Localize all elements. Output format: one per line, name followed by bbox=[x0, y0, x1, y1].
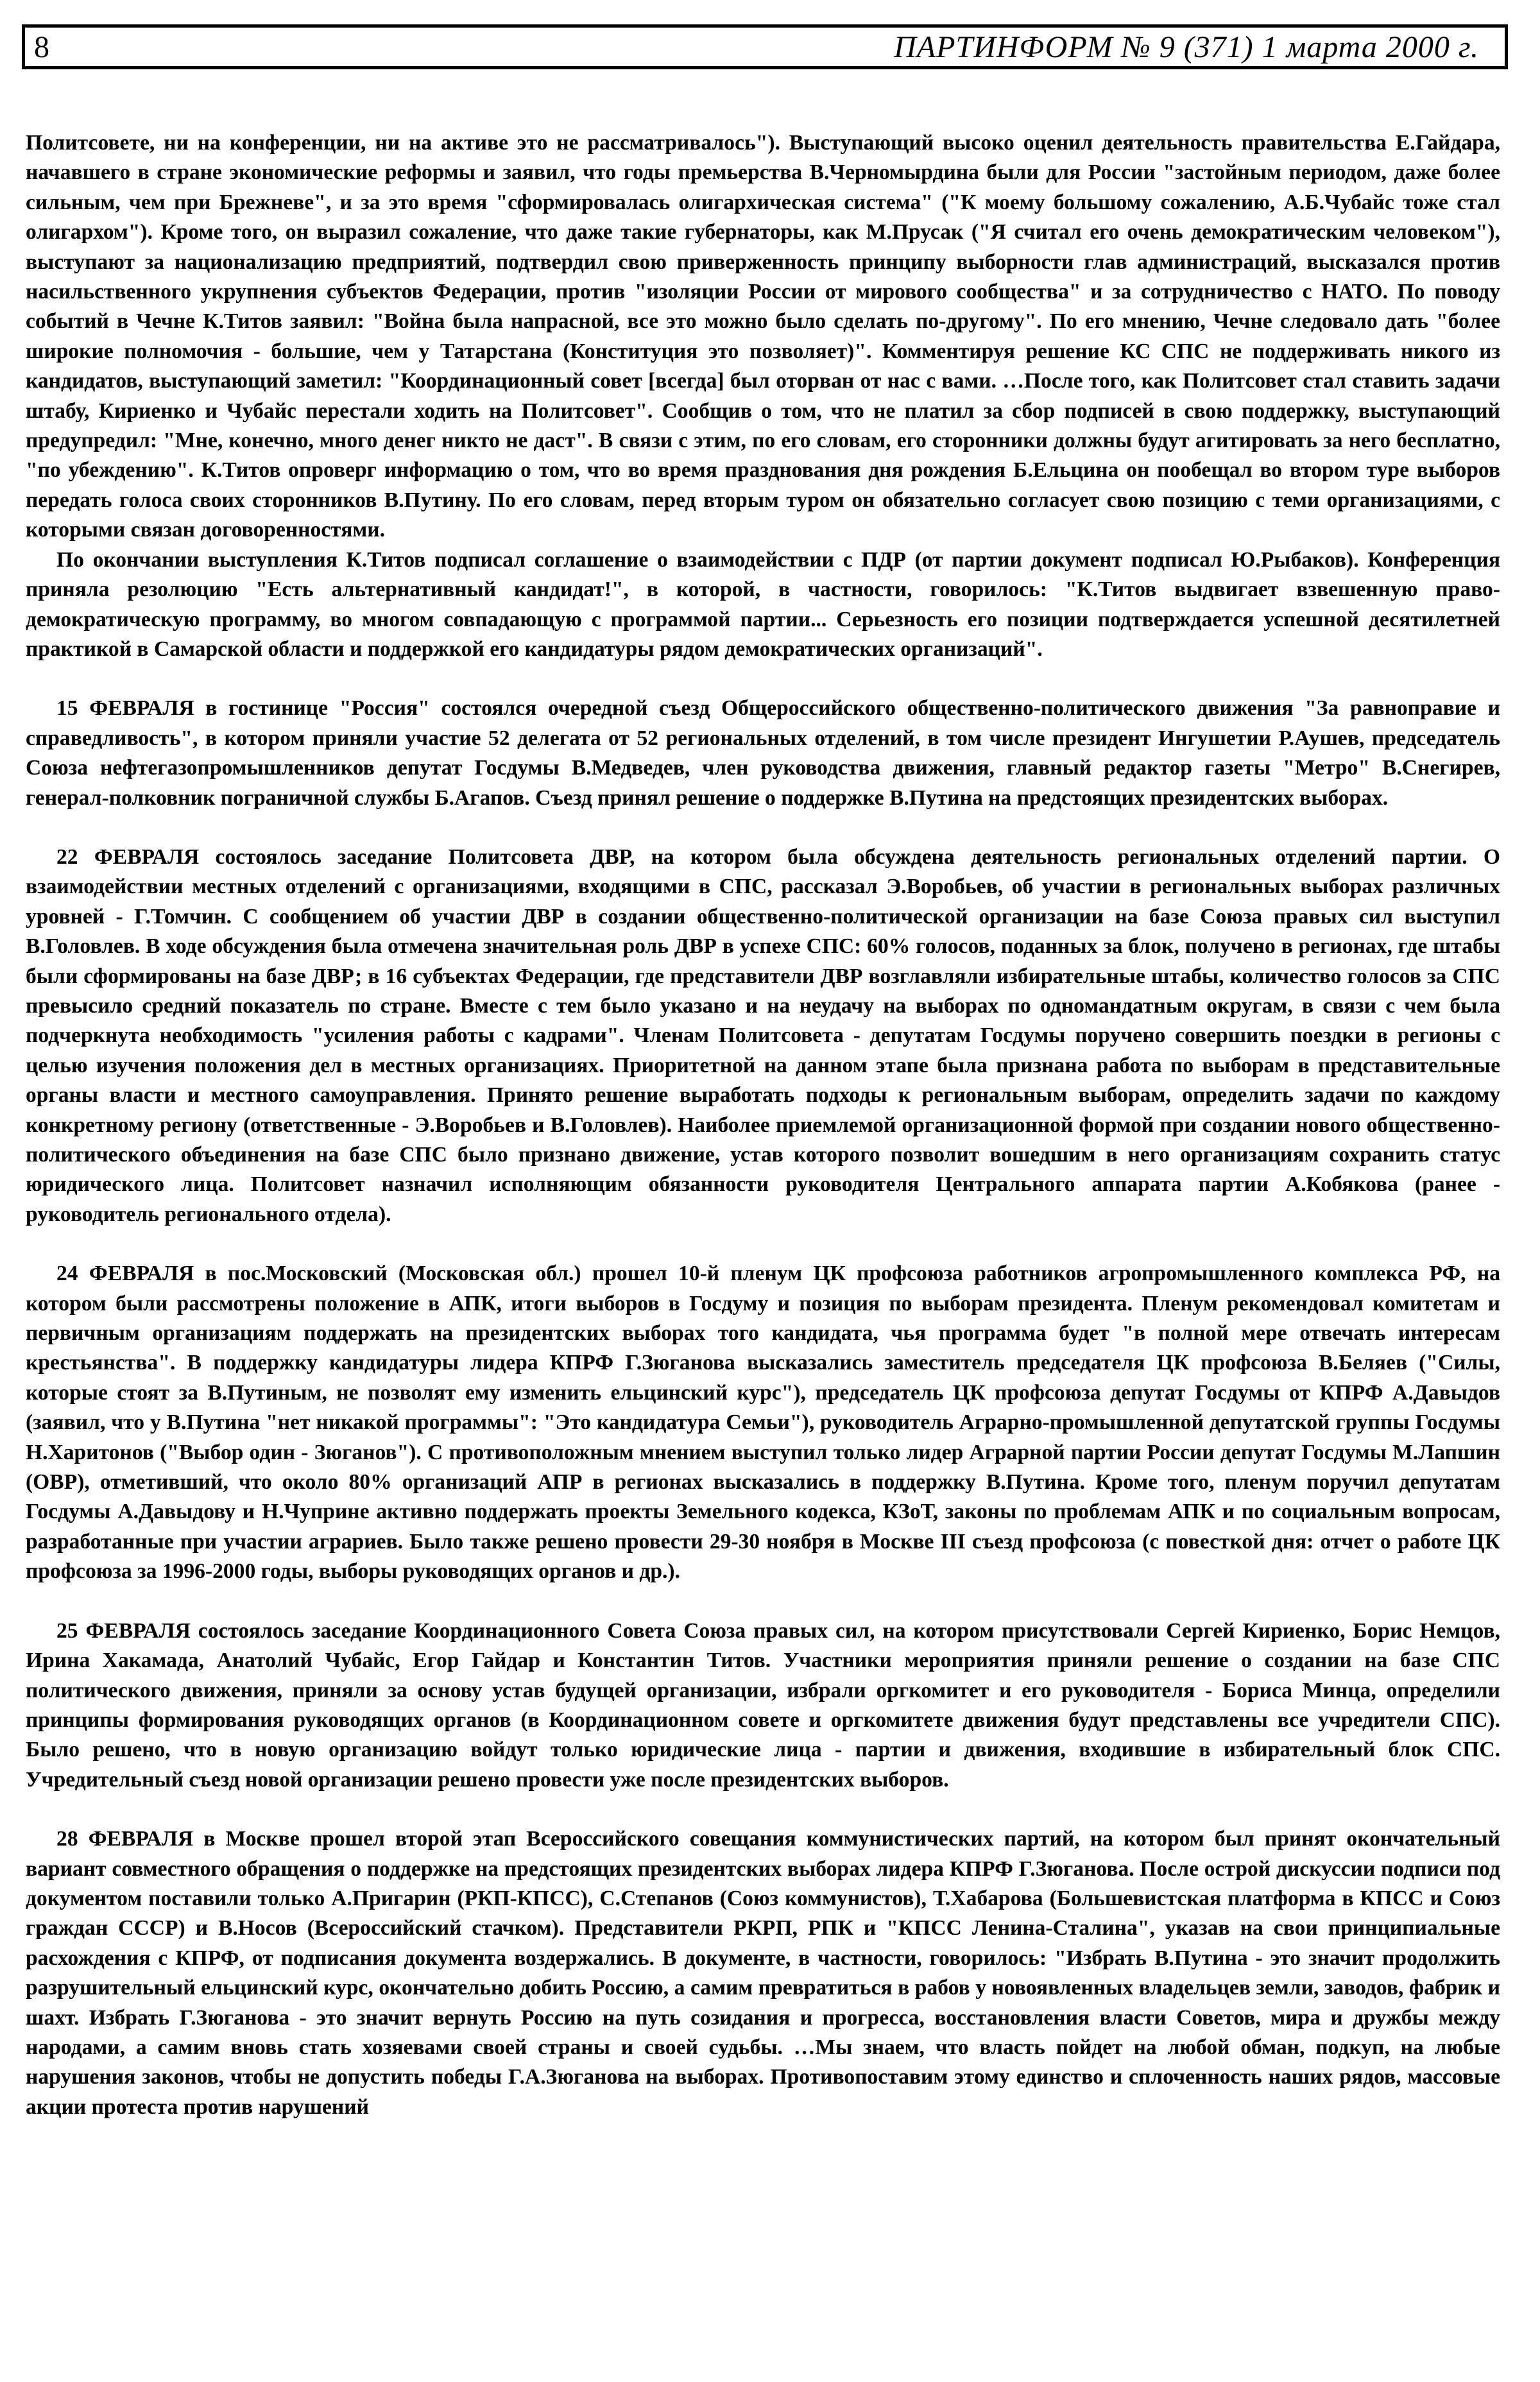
article-body bbox=[26, 128, 1500, 2122]
page-number: 8 bbox=[34, 30, 49, 64]
publication-title: ПАРТИНФОРМ № 9 (371) 1 марта 2000 г. bbox=[894, 30, 1479, 64]
paragraph-feb-15: 15 ФЕВРАЛЯ в гостинице "Россия" состоялся очередной съезд Общероссийского общественно-политического движения "За равноправие и справедливость", в котором приняли участие 52 делегата от 52 региональных отделений, в том числе президент Ингушетии Р.Аушев, председатель Союза нефтегазопромышленников депутат Госдумы В.Медведев, член руководства движения, главный редактор газеты "Метро" В.Снегирев, генерал-полковник пограничной службы Б.Агапов. Съезд принял решение о поддержке В.Путина на предстоящих президентских выборах. bbox=[26, 696, 1500, 810]
page-header bbox=[22, 24, 1508, 69]
paragraph-continuation: Политсовете, ни на конференции, ни на активе это не рассматривалось"). Выступающий высоко оценил деятельность правительства Е.Гайдара, начавшего в стране экономические реформы и заявил, что годы премьерства В.Черномырдина были для России "застойным периодом, даже более сильным, чем при Брежневе", и за это время "сформировалась олигархическая система" ("К моему большому сожалению, А.Б.Чубайс тоже стал олигархом"). Кроме того, он выразил сожаление, что даже такие губернаторы, как М.Прусак ("Я считал его очень демократическим человеком"), выступают за национализацию предприятий, подтвердил свою приверженность принципу выборности глав администраций, высказался против насильственного укрупнения субъектов Федерации, против "изоляции России от мирового сообщества" и за сотрудничество с НАТО. По поводу событий в Чечне К.Титов заявил: "Война была напрасной, все это можно было сделать по-другому". По его мнению, Чечне следовало дать "более широкие полномочия - большие, чем у Татарстана (Конституция это позволяет)". Комментируя решение КС СПС не поддерживать никого из кандидатов, выступающий заметил: "Координационный совет [всегда] был оторван от нас с вами. …После того, как Политсовет стал ставить задачи штабу, Кириенко и Чубайс перестали ходить на Политсовет". Сообщив о том, что не платил за сбор подписей в свою поддержку, выступающий предупредил: "Мне, конечно, много денег никто не даст". В связи с этим, по его словам, его сторонники должны будут агитировать за него бесплатно, "по убеждению". К.Титов опроверг информацию о том, что во время празднования дня рождения Б.Ельцина он пообещал во втором туре выборов передать голоса своих сторонников В.Путину. По его словам, перед вторым туром он обязательно согласует свою позицию с теми организациями, с которыми связан договоренностями. bbox=[26, 131, 1500, 542]
paragraph-feb-28: 28 ФЕВРАЛЯ в Москве прошел второй этап Всероссийского совещания коммунистических партий, на котором был принят окончательный вариант совместного обращения о поддержке на предстоящих президентских выборах лидера КПРФ Г.Зюганова. После острой дискуссии подписи под документом поставили только А.Пригарин (РКП-КПСС), С.Степанов (Союз коммунистов), Т.Хабарова (Большевистская платформа в КПСС и Союз граждан СССР) и В.Носов (Всероссийский стачком). Представители РКРП, РПК и "КПСС Ленина-Сталина", указав на свои принципиальные расхождения с КПРФ, от подписания документа воздержались. В документе, в частности, говорилось: "Избрать В.Путина - это значит продолжить разрушительный ельцинский курс, окончательно добить Россию, а самим превратиться в рабов у новоявленных владельцев земли, заводов, фабрик и шахт. Избрать Г.Зюганова - это значит вернуть Россию на путь созидания и прогресса, восстановления власти Советов, мира и дружбы между народами, а самим вновь стать хозяевами своей страны и своей судьбы. …Мы знаем, что власть пойдет на любой обман, подкуп, на любые нарушения законов, чтобы не допустить победы Г.А.Зюганова на выборах. Противопоставим этому единство и сплоченность наших рядов, массовые акции протеста против нарушений bbox=[26, 1827, 1500, 2119]
paragraph-feb-22: 22 ФЕВРАЛЯ состоялось заседание Политсовета ДВР, на котором была обсуждена деятельность региональных отделений партии. О взаимодействии местных отделений с организациями, входящими в СПС, рассказал Э.Воробьев, об участии в региональных выборах различных уровней - Г.Томчин. С сообщением об участии ДВР в создании общественно-политической организации на базе Союза правых сил выступил В.Головлев. В ходе обсуждения была отмечена значительная роль ДВР в успехе СПС: 60% голосов, поданных за блок, получено в регионах, где штабы были сформированы на базе ДВР; в 16 субъектах Федерации, где представители ДВР возглавляли избирательные штабы, количество голосов за СПС превысило средний показатель по стране. Вместе с тем было указано и на неудачу на выборах по одномандатным округам, в связи с чем была подчеркнута необходимость "усиления работы с кадрами". Членам Политсовета - депутатам Госдумы поручено совершить поездки в регионы с целью изучения положения дел в местных организациях. Приоритетной на данном этапе была признана работа по выборам в представительные органы власти и местного самоуправления. Принято решение выработать подходы к региональным выборам, определить задачи по каждому конкретному региону (ответственные - Э.Воробьев и В.Головлев). Наиболее приемлемой организационной формой при создании нового общественно-политического объединения на базе СПС было признано движение, устав которого позволит вошедшим в него организациям сохранить статус юридического лица. Политсовет назначил исполняющим обязанности руководителя Центрального аппарата партии А.Кобякова (ранее - руководитель регионального отдела). bbox=[26, 844, 1500, 1226]
paragraph-feb-24: 24 ФЕВРАЛЯ в пос.Московский (Московская обл.) прошел 10-й пленум ЦК профсоюза работников агропромышленного комплекса РФ, на котором были рассмотрены положение в АПК, итоги выборов в Госдуму и позиция по выборам президента. Пленум рекомендовал комитетам и первичным организациям поддержать на президентских выборах того кандидата, чья программа будет "в полной мере отвечать интересам крестьянства". В поддержку кандидатуры лидера КПРФ Г.Зюганова высказались заместитель председателя ЦК профсоюза В.Беляев ("Силы, которые стоят за В.Путиным, не позволят ему изменить ельцинский курс"), председатель ЦК профсоюза депутат Госдумы от КПРФ А.Давыдов (заявил, что у В.Путина "нет никакой программы": "Это кандидатура Семьи"), руководитель Аграрно-промышленной депутатской группы Госдумы Н.Харитонов ("Выбор один - Зюганов"). С противоположным мнением выступил только лидер Аграрной партии России депутат Госдумы М.Лапшин (ОВР), отметивший, что около 80% организаций АПР в регионах высказались в поддержку В.Путина. Кроме того, пленум поручил депутатам Госдумы А.Давыдову и Н.Чуприне активно поддержать проекты Земельного кодекса, КЗоТ, законы по проблемам АПК и по социальным вопросам, разработанные при участии аграриев. Было также решено провести 29-30 ноября в Москве III съезд профсоюза (с повесткой дня: отчет о работе ЦК профсоюза за 1996-2000 годы, выборы руководящих органов и др.). bbox=[26, 1262, 1500, 1584]
paragraph-feb-25: 25 ФЕВРАЛЯ состоялось заседание Координационного Совета Союза правых сил, на котором присутствовали Сергей Кириенко, Борис Немцов, Ирина Хакамада, Анатолий Чубайс, Егор Гайдар и Константин Титов. Участники мероприятия приняли решение о создании на базе СПС политического движения, приняли за основу устав будущей организации, избрали оргкомитет и его руководителя - Бориса Минца, определили принципы формирования руководящих органов (в Координационном совете и оргкомитете движения будут представлены все учредители СПС). Было решено, что в новую организацию войдут только юридические лица - партии и движения, входившие в избирательный блок СПС. Учредительный съезд новой организации решено провести уже после президентских выборов. bbox=[26, 1618, 1500, 1792]
paragraph-titov-agreement: По окончании выступления К.Титов подписал соглашение о взаимодействии с ПДР (от партии документ подписал Ю.Рыбаков). Конференция приняла резолюцию "Есть альтернативный кандидат!", в которой, в частности, говорилось: "К.Титов выдвигает взвешенную право-демократическую программу, во многом совпадающую с программой партии... Серьезность его позиции подтверждается успешной десятилетней практикой в Самарской области и поддержкой его кандидатуры рядом демократических организаций". bbox=[26, 547, 1500, 661]
